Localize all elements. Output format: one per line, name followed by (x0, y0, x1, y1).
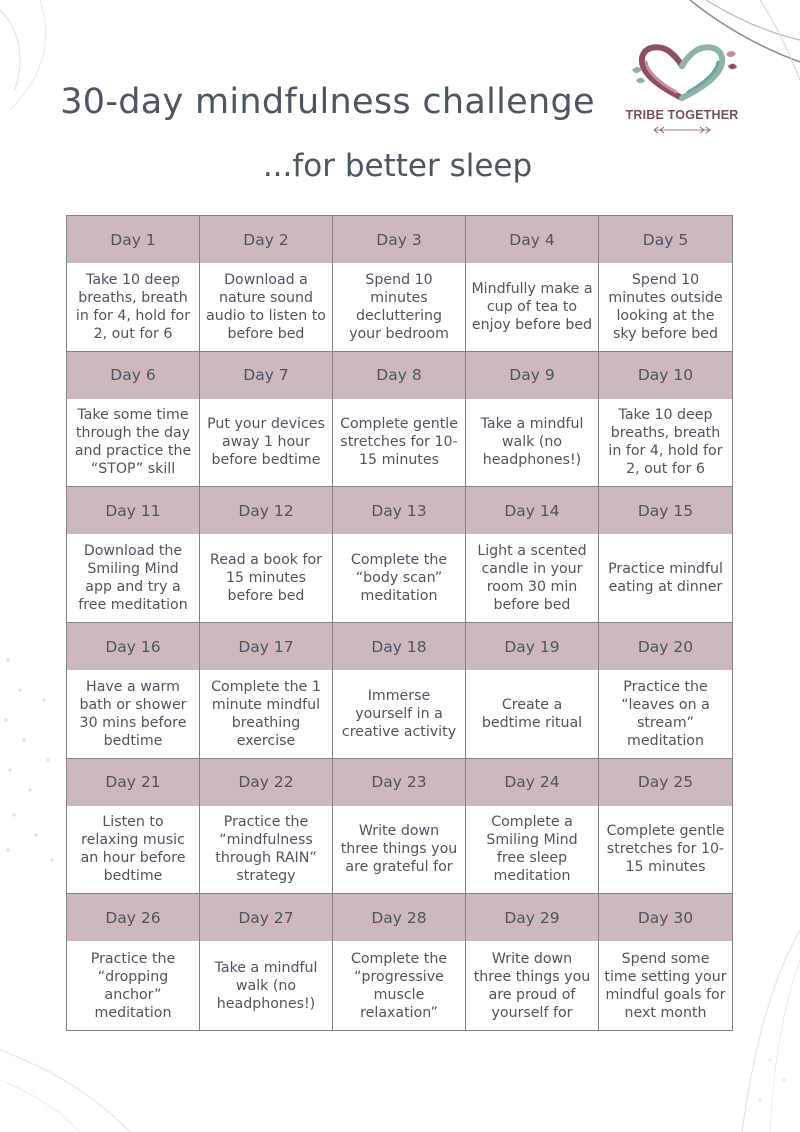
logo-text: TRIBE TOGETHER (625, 108, 739, 122)
day-task: Light a scented candle in your room 30 min before bed (477, 543, 587, 614)
day-task: Take 10 deep breaths, breath in for 4, hold for 2, out for 6 (75, 271, 191, 342)
day-label: Day 26 (67, 894, 199, 941)
day-task: Complete the “body scan” meditation (350, 552, 448, 605)
day-label: Day 21 (67, 759, 199, 806)
day-task: Complete gentle stretches for 10-15 minutes (340, 416, 458, 469)
day-task: Practice the “dropping anchor” meditation (90, 950, 176, 1021)
day-label: Day 7 (200, 352, 332, 399)
day-label: Day 14 (466, 487, 598, 534)
day-label: Day 25 (599, 759, 732, 806)
day-cell (200, 894, 333, 1030)
day-cell (599, 894, 732, 1030)
day-label: Day 6 (67, 352, 199, 399)
page-title: 30-day mindfulness challenge (60, 82, 595, 122)
page-subtitle: ...for better sleep (262, 148, 533, 184)
day-cell (466, 352, 599, 488)
day-label: Day 16 (67, 623, 199, 670)
day-cell (67, 216, 200, 352)
day-cell (599, 623, 732, 759)
day-task: Write down three things you are grateful for (340, 823, 458, 876)
day-label: Day 20 (599, 623, 732, 670)
arrow-ornament-icon (652, 126, 712, 134)
day-task: Download the Smiling Mind app and try a free meditation (78, 543, 188, 614)
day-label: Day 29 (466, 894, 598, 941)
day-label: Day 28 (333, 894, 465, 941)
day-label: Day 19 (466, 623, 598, 670)
day-task: Mindfully make a cup of tea to enjoy before bed (471, 280, 593, 333)
day-cell (599, 487, 732, 623)
day-cell (333, 623, 466, 759)
day-task: Write down three things you are proud of yourself for (473, 950, 591, 1021)
day-cell (333, 759, 466, 895)
day-label: Day 10 (599, 352, 732, 399)
day-task: Listen to relaxing music an hour before bedtime (80, 814, 186, 885)
day-cell (200, 487, 333, 623)
day-label: Day 12 (200, 487, 332, 534)
day-task: Spend 10 minutes outside looking at the sky before bed (608, 271, 723, 342)
day-label: Day 5 (599, 216, 732, 263)
day-task: Practice the “leaves on a stream” meditation (621, 678, 710, 749)
day-cell (67, 352, 200, 488)
day-cell (466, 216, 599, 352)
day-label: Day 23 (333, 759, 465, 806)
day-label: Day 2 (200, 216, 332, 263)
day-label: Day 17 (200, 623, 332, 670)
dot-pattern (4, 658, 53, 861)
day-label: Day 18 (333, 623, 465, 670)
day-label: Day 9 (466, 352, 598, 399)
day-task: Practice mindful eating at dinner (608, 561, 723, 596)
day-task: Have a warm bath or shower 30 mins before bedtime (79, 678, 187, 749)
day-cell (67, 894, 200, 1030)
day-cell (333, 894, 466, 1030)
day-cell (466, 487, 599, 623)
day-task: Download a nature sound audio to listen to before bed (206, 271, 326, 342)
day-cell (466, 623, 599, 759)
day-cell (599, 759, 732, 895)
tribe-together-logo (622, 40, 742, 134)
day-task: Spend some time setting your mindful goals for next month (604, 950, 727, 1021)
day-cell (599, 352, 732, 488)
day-cell (599, 216, 732, 352)
day-label: Day 11 (67, 487, 199, 534)
day-cell (67, 623, 200, 759)
day-task: Take 10 deep breaths, breath in for 4, hold for 2, out for 6 (608, 407, 723, 478)
day-task: Put your devices away 1 hour before bedtime (207, 416, 325, 469)
day-task: Take a mindful walk (no headphones!) (480, 416, 584, 469)
day-task: Immerse yourself in a creative activity (341, 687, 457, 740)
day-task: Practice the “mindfulness through RAIN” strategy (215, 814, 317, 885)
day-task: Complete the “progressive muscle relaxation” (350, 950, 448, 1021)
day-task: Take some time through the day and practice the “STOP” skill (74, 407, 192, 478)
day-cell (67, 487, 200, 623)
day-label: Day 22 (200, 759, 332, 806)
day-cell (333, 487, 466, 623)
day-cell (333, 216, 466, 352)
day-cell (67, 759, 200, 895)
day-cell (200, 759, 333, 895)
day-cell (200, 623, 333, 759)
day-task: Complete gentle stretches for 10-15 minutes (606, 823, 725, 876)
day-task: Take a mindful walk (no headphones!) (214, 959, 318, 1012)
day-task: Spend 10 minutes decluttering your bedroom (349, 271, 449, 342)
day-label: Day 27 (200, 894, 332, 941)
challenge-calendar-grid (66, 215, 733, 1031)
day-cell (333, 352, 466, 488)
day-task: Complete a Smiling Mind free sleep meditation (486, 814, 578, 885)
day-label: Day 8 (333, 352, 465, 399)
day-label: Day 1 (67, 216, 199, 263)
day-cell (466, 894, 599, 1030)
day-task: Complete the 1 minute mindful breathing exercise (211, 678, 321, 749)
day-label: Day 3 (333, 216, 465, 263)
day-cell (466, 759, 599, 895)
day-task: Create a bedtime ritual (481, 696, 583, 731)
heart-hands-icon (622, 40, 742, 106)
day-label: Day 24 (466, 759, 598, 806)
day-label: Day 4 (466, 216, 598, 263)
day-cell (200, 216, 333, 352)
day-task: Read a book for 15 minutes before bed (210, 552, 322, 605)
day-cell (200, 352, 333, 488)
day-label: Day 15 (599, 487, 732, 534)
day-label: Day 30 (599, 894, 732, 941)
day-label: Day 13 (333, 487, 465, 534)
